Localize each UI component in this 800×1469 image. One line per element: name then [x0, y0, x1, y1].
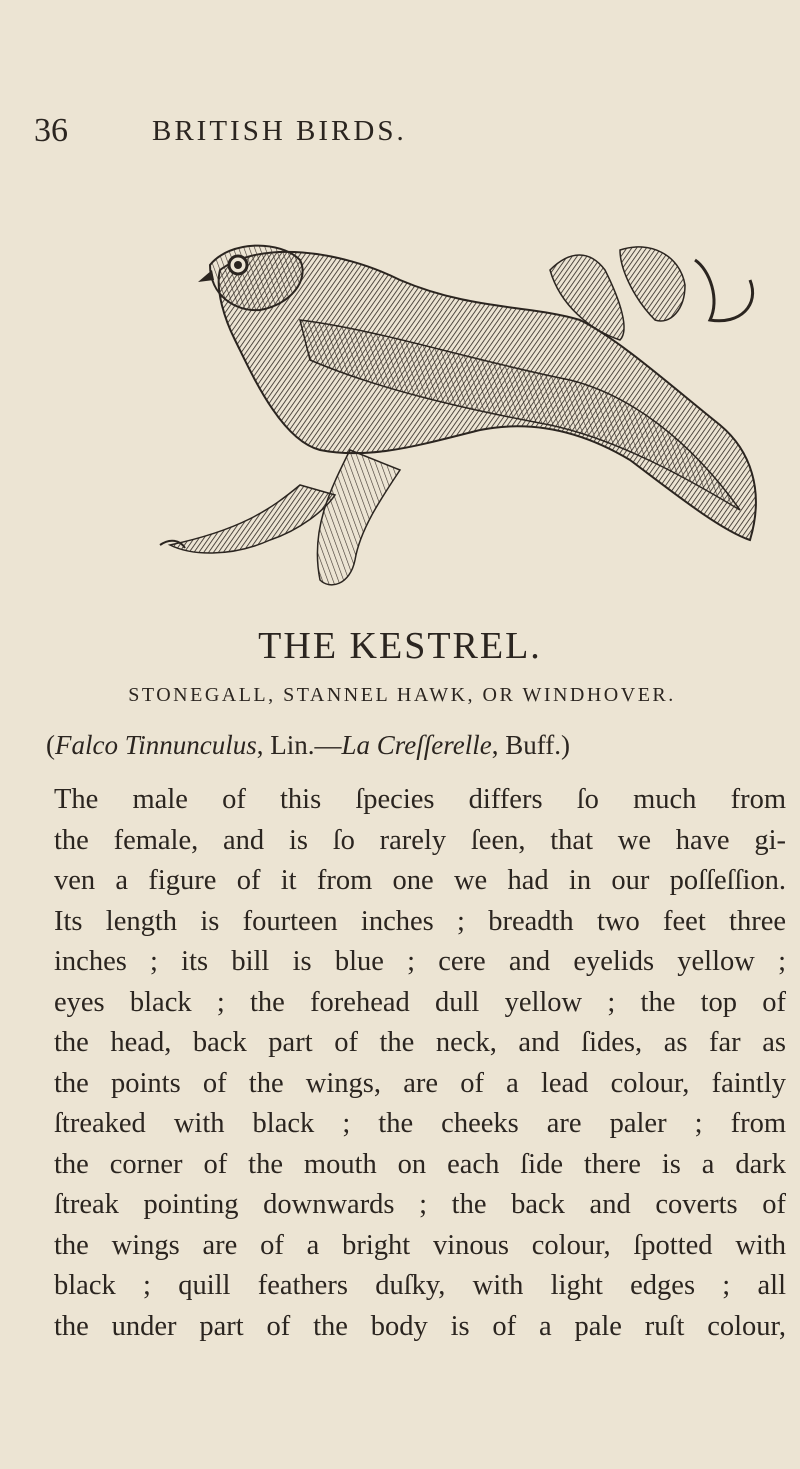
citation-french-name: La Creſſerelle	[341, 730, 492, 760]
kestrel-leg	[317, 450, 400, 585]
kestrel-talons	[170, 485, 335, 553]
body-line: The male of this ſpecies differs ſo much from	[54, 784, 786, 815]
body-line: the female, and is ſo rarely ſeen, that we have gi-	[54, 824, 786, 856]
entry-synonyms: STONEGALL, STANNEL HAWK, OR WINDHOVER.	[128, 684, 676, 706]
running-title: BRITISH BIRDS.	[152, 115, 407, 147]
body-line: inches ; its bill is blue ; cere and eyelids yellow ;	[54, 946, 786, 977]
page-number: 36	[34, 112, 68, 149]
body-line: the points of the wings, are of a lead colour, faintly	[54, 1067, 786, 1099]
body-line: ſtreak pointing downwards ; the back and coverts of	[54, 1189, 786, 1220]
entry-citation	[46, 730, 570, 761]
kestrel-engraving	[150, 210, 770, 610]
citation-buffon: , Buff.)	[491, 730, 570, 760]
body-line: black ; quill feathers duſky, with light edges ; all	[54, 1270, 786, 1301]
body-line: the corner of the mouth on each ſide there is a dark	[54, 1148, 786, 1180]
kestrel-beak	[198, 270, 214, 282]
entry-title: THE KESTREL.	[258, 625, 542, 667]
body-line: ſtreaked with black ; the cheeks are paler ; from	[54, 1108, 786, 1139]
body-line: the head, back part of the neck, and ſides, as far as	[54, 1027, 786, 1058]
citation-latin-name: Falco Tinnunculus	[55, 730, 257, 760]
citation-linnaeus: , Lin.—	[256, 730, 342, 760]
entry-body	[54, 780, 786, 1347]
body-line: the wings are of a bright vinous colour, ſpotted with	[54, 1229, 786, 1261]
citation-open-paren: (	[46, 730, 55, 760]
body-line: the under part of the body is of a pale ruſt colour,	[54, 1310, 786, 1342]
body-line: eyes black ; the forehead dull yellow ; the top of	[54, 986, 786, 1018]
body-line: ven a figure of it from one we had in our poſſeſſion.	[54, 865, 786, 896]
body-line: Its length is fourteen inches ; breadth two feet three	[54, 905, 786, 937]
